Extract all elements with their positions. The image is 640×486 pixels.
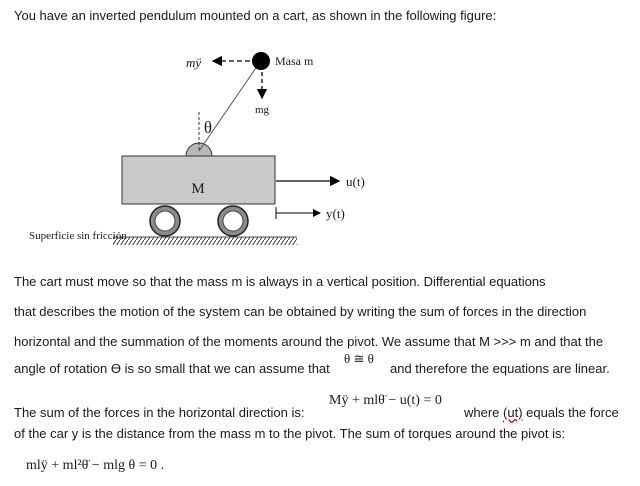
paragraph-line-2: that describes the motion of the system can be obtained by writing the sum of forces in the direction — [14, 304, 587, 319]
mass-label: Masa m — [275, 54, 314, 68]
paragraph-line-1: The cart must move so that the mass m is always in a vertical position. Differential equations — [14, 274, 546, 289]
paragraph-line-4a: angle of rotation ϴ is so small that we can assume that — [14, 361, 330, 376]
equation-torque-sum: mlÿ + ml²θ̈ − mlg θ = 0 . — [26, 458, 165, 473]
position-label: y(t) — [326, 206, 345, 221]
ground-hatch — [113, 237, 297, 245]
mass-ball — [252, 52, 270, 70]
surface-label: Superficie sin fricción — [29, 230, 127, 242]
paragraph-line-6: of the car y is the distance from the mass m to the pivot. The sum of torques around the pivot is: — [14, 426, 566, 441]
ut-term: (ut) — [503, 405, 523, 420]
paragraph-line-4b: and therefore the equations are linear. — [390, 361, 610, 376]
gravity-label: mg — [255, 104, 270, 116]
wheel-right — [218, 206, 248, 236]
where-text: where — [464, 405, 500, 420]
equation-force-sum: Mÿ + mlθ̈ − u(t) = 0 — [329, 393, 442, 408]
pendulum-rod — [199, 62, 260, 151]
paragraph-line-5b — [464, 405, 619, 420]
wheel-left — [150, 206, 180, 236]
angle-label: θ — [203, 118, 213, 137]
paragraph-line-5a: The sum of the forces in the horizontal direction is: — [14, 405, 305, 420]
force-label: u(t) — [346, 174, 365, 189]
small-angle-approximation: θ ≅ θ — [344, 351, 374, 366]
intro-text: You have an inverted pendulum mounted on a cart, as shown in the following figure: — [14, 8, 497, 23]
equals-force-text: equals the force — [526, 405, 619, 420]
inertial-force-label: mÿ — [186, 55, 202, 70]
paragraph-line-3: horizontal and the summation of the moments around the pivot. We assume that M >>> m and that the — [14, 334, 604, 349]
cart-label: M — [191, 181, 205, 197]
